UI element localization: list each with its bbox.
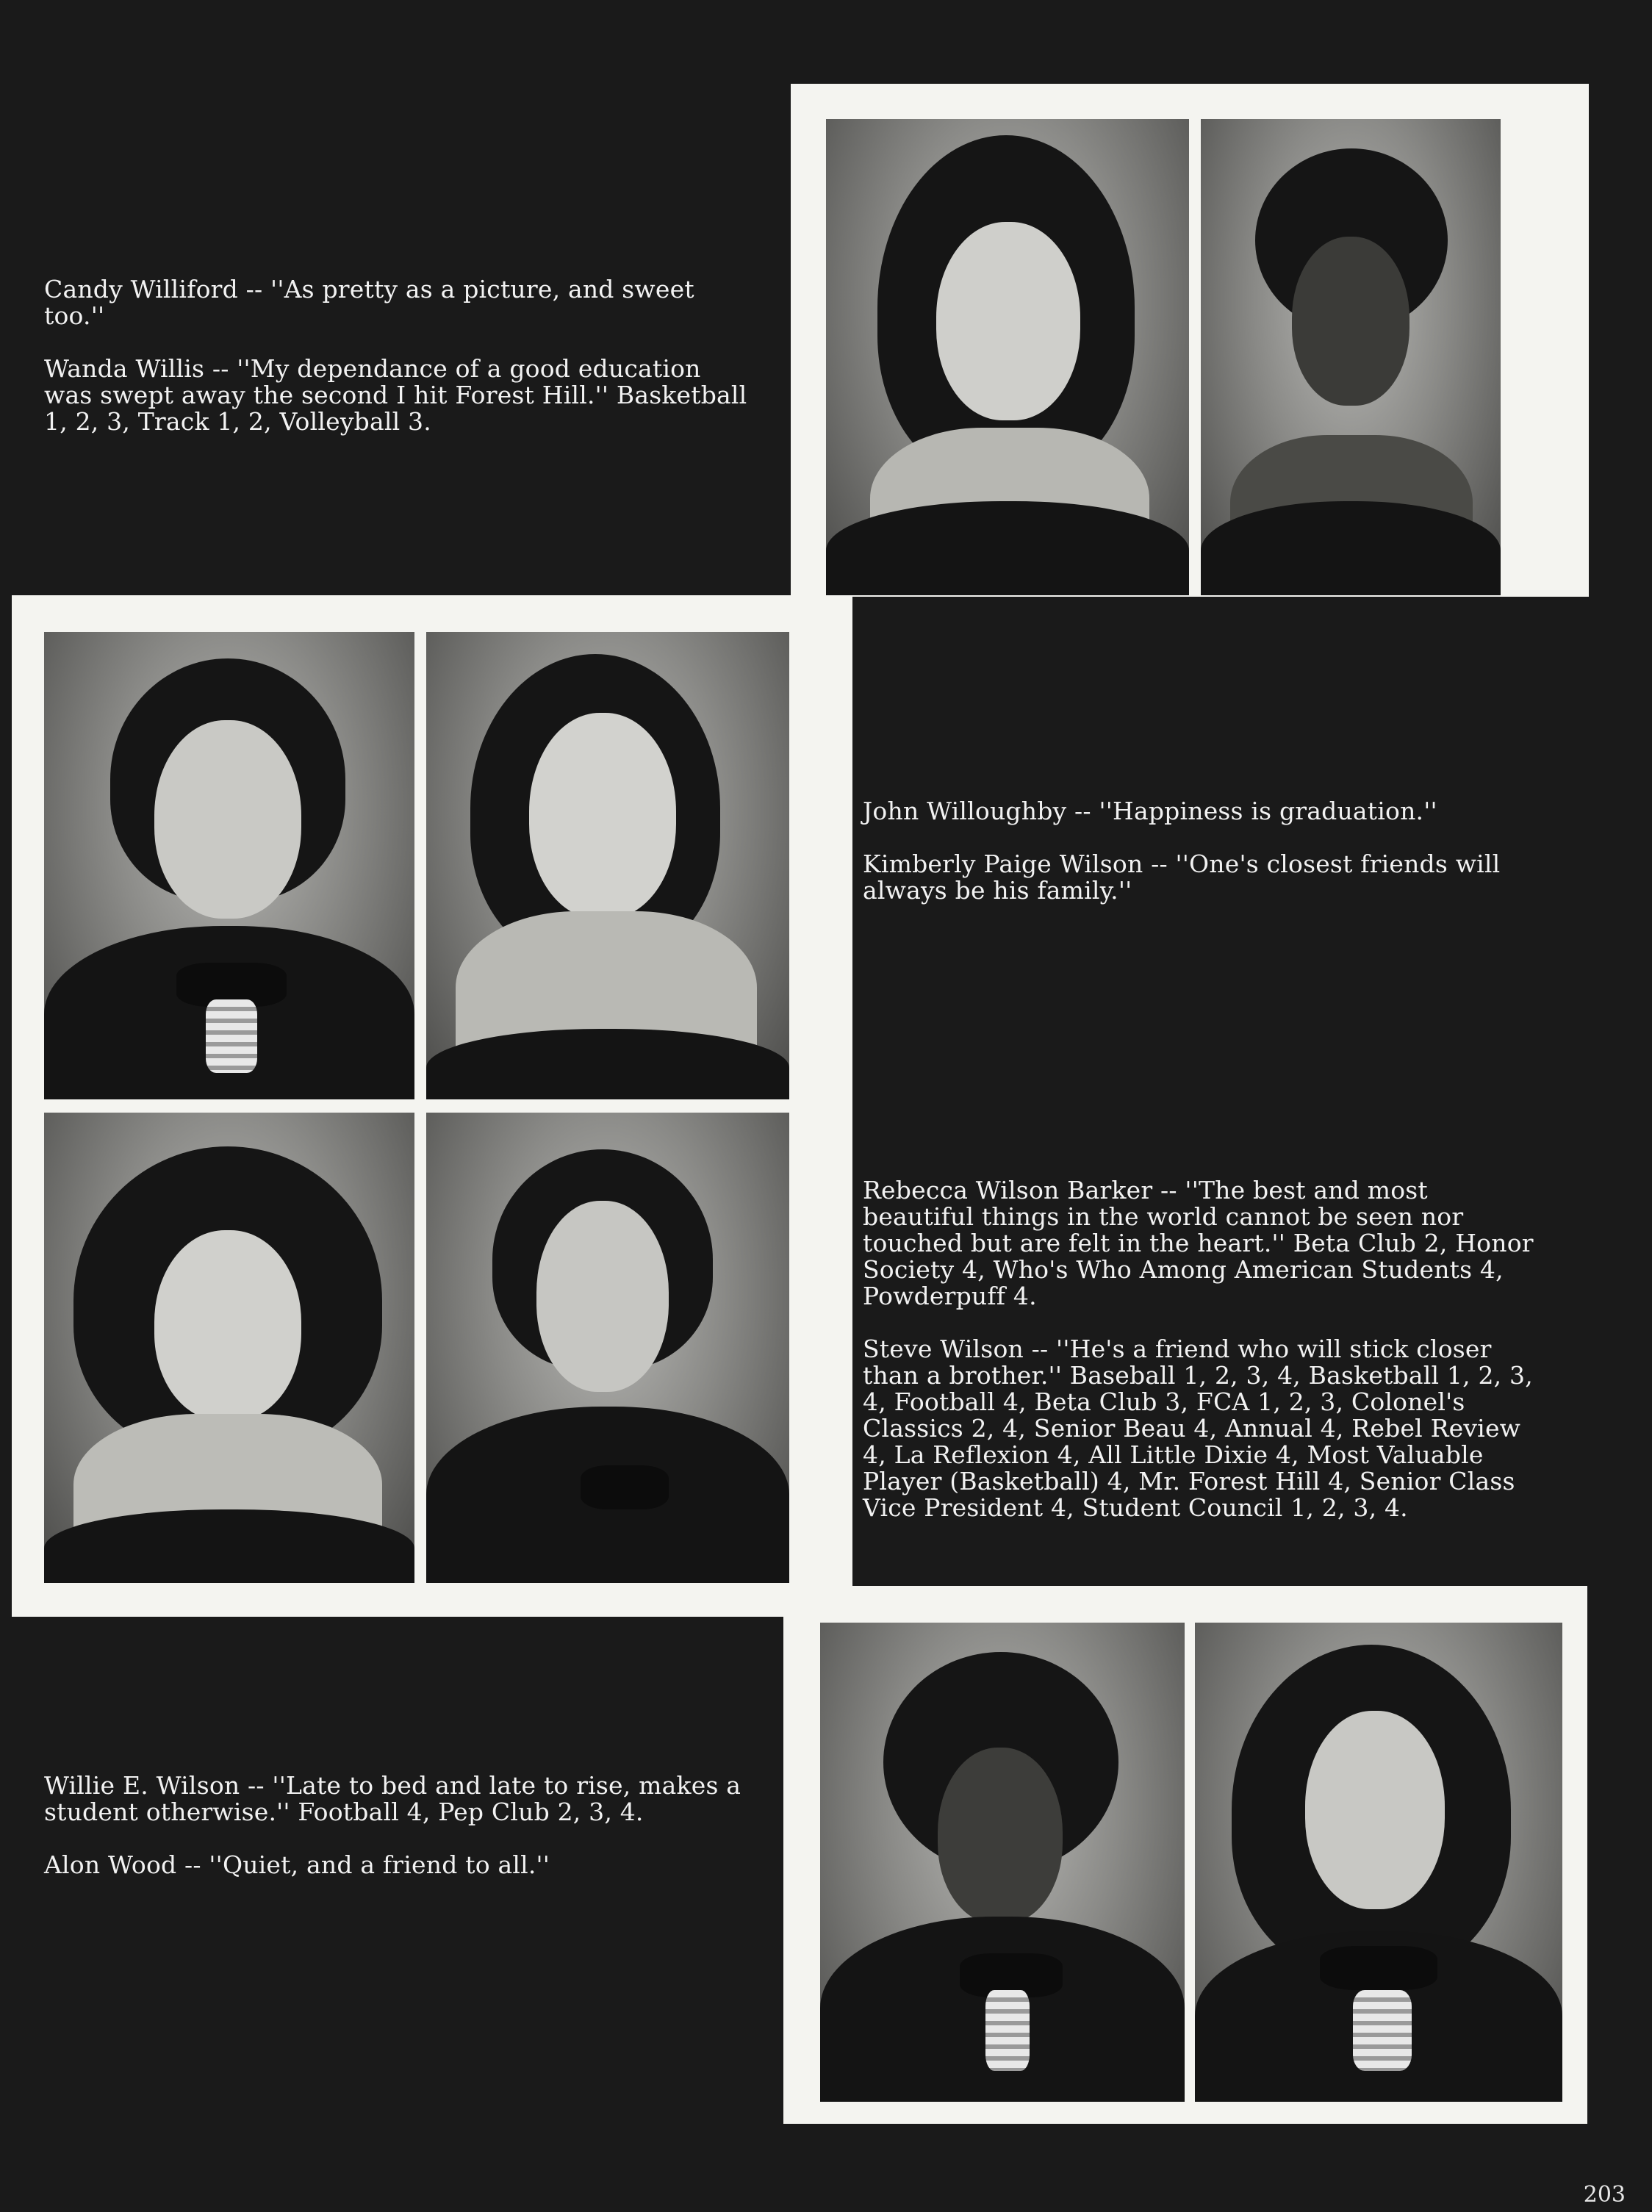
entry-rebecca-wilson-barker: Rebecca Wilson Barker -- ''The best and most beautiful things in the world cannot be seen nor touched but are felt in the heart.'' Beta Club 2, Honor Society 4, Who's Who Among American Students 4, Powderpuff 4. bbox=[863, 1176, 1534, 1310]
portrait-kimberly-paige-wilson bbox=[426, 632, 789, 1099]
caption-willie-alon bbox=[44, 1773, 742, 1905]
portrait-willie-e-wilson bbox=[820, 1623, 1185, 2102]
caption-john-kimberly bbox=[863, 798, 1546, 930]
portrait-wanda-willis bbox=[1201, 119, 1501, 595]
entry-wanda-willis: Wanda Willis -- ''My dependance of a good education was swept away the second I hit Forest Hill.'' Basketball 1, 2, 3, Track 1, 2, Volleyball 3. bbox=[44, 354, 747, 436]
entry-steve-wilson: Steve Wilson -- ''He's a friend who will stick closer than a brother.'' Baseball 1, 2, 3, 4, Basketball 1, 2, 3, 4, Football 4, Beta Club 3, FCA 1, 2, 3, Colonel's Classics 2, 4, Senior Beau 4, Annual 4, Rebel Review 4, La Reflexion 4, All Little Dixie 4, Most Valuable Player (Basketball) 4, Mr. Forest Hill 4, Senior Class Vice President 4, Student Council 1, 2, 3, 4. bbox=[863, 1335, 1533, 1522]
portrait-steve-wilson bbox=[426, 1113, 789, 1583]
entry-kimberly-paige-wilson: Kimberly Paige Wilson -- ''One's closest friends will always be his family.'' bbox=[863, 850, 1501, 905]
caption-candy-wanda bbox=[44, 276, 750, 462]
portrait-john-willoughby bbox=[44, 632, 414, 1099]
caption-rebecca-steve bbox=[863, 1177, 1546, 1548]
entry-willie-e-wilson: Willie E. Wilson -- ''Late to bed and late to rise, makes a student otherwise.'' Football 4, Pep Club 2, 3, 4. bbox=[44, 1771, 741, 1826]
portrait-rebecca-wilson-barker bbox=[44, 1113, 414, 1583]
entry-john-willoughby: John Willoughby -- ''Happiness is graduation.'' bbox=[863, 797, 1437, 825]
portrait-alon-wood bbox=[1195, 1623, 1562, 2102]
entry-candy-williford: Candy Williford -- ''As pretty as a picture, and sweet too.'' bbox=[44, 275, 694, 330]
portrait-candy-williford bbox=[826, 119, 1189, 595]
entry-alon-wood: Alon Wood -- ''Quiet, and a friend to all.'' bbox=[44, 1850, 550, 1879]
page-number: 203 bbox=[1583, 2182, 1626, 2208]
